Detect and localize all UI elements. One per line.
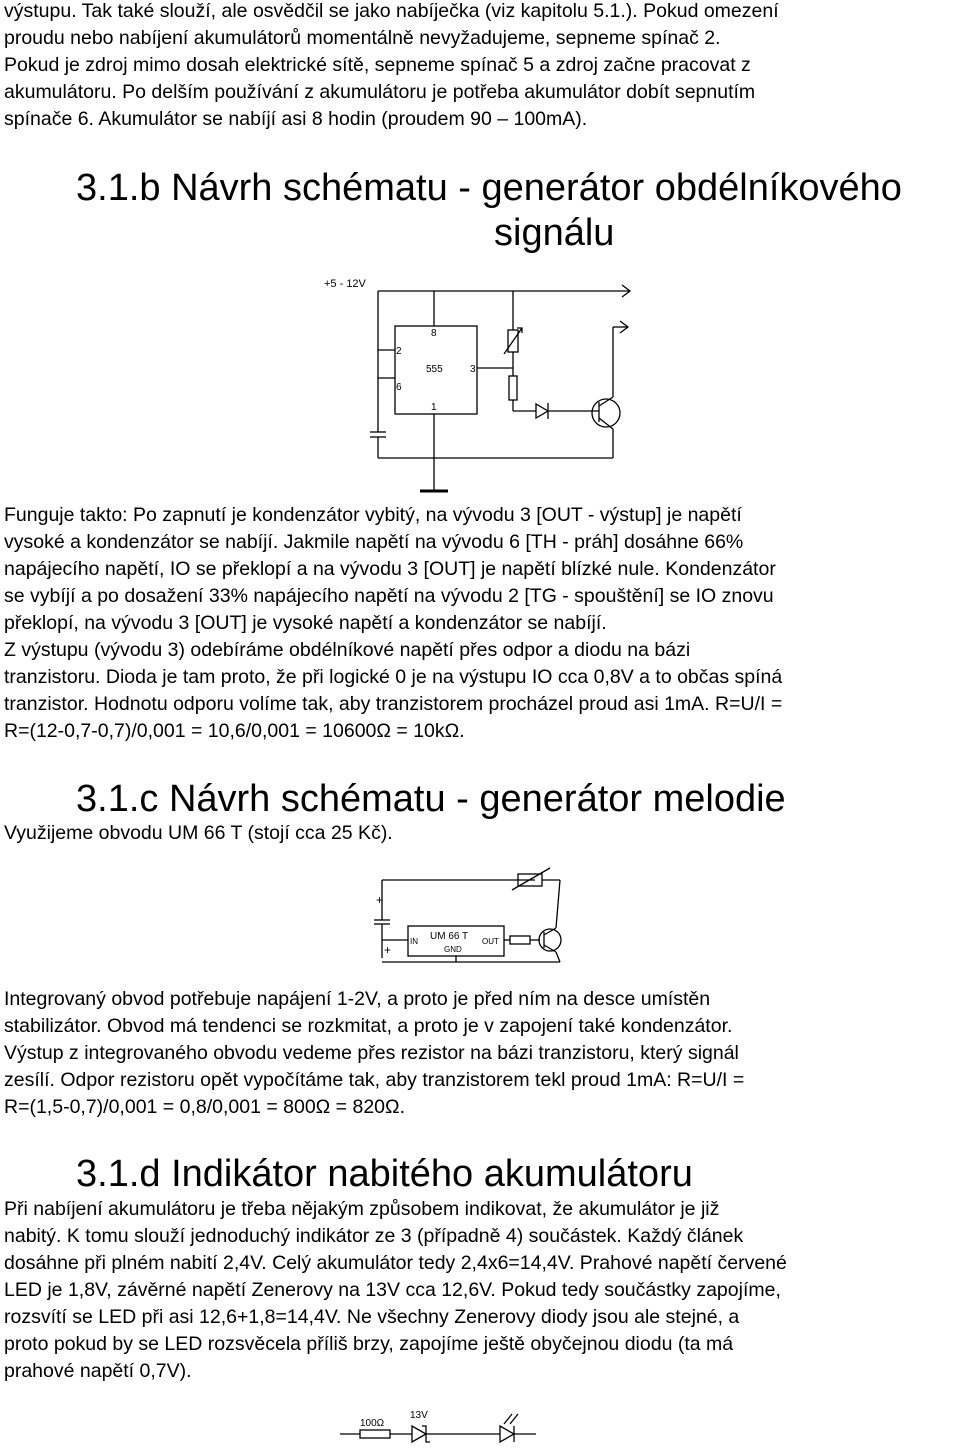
section-d-line: prahové napětí 0,7V). (4, 1360, 192, 1382)
pin-6-label: 6 (396, 382, 402, 393)
pin-2-label: 2 (396, 346, 402, 357)
intro-line: Pokud je zdroj mimo dosah elektrické sítě, sepneme spínač 5 a zdroj začne pracovat z (4, 54, 751, 76)
schematic-indicator (340, 1404, 540, 1450)
section-d-line: LED je 1,8V, závěrné napětí Zenerovy na 13V cca 12,6V. Pokud tedy součástky zapojíme, (4, 1279, 781, 1301)
section-d-line: dosáhne při plném nabití 2,4V. Celý akumulátor tedy 2,4x6=14,4V. Prahové napětí červené (4, 1252, 787, 1274)
intro-line: výstupu. Tak také slouží, ale osvědčil se jako nabíječka (viz kapitolu 5.1.). Pokud omezení (4, 0, 779, 22)
schematic-um66 (360, 862, 600, 967)
section-b-line: vysoké a kondenzátor se nabíjí. Jakmile napětí na vývodu 6 [TH - práh] dosáhne 66% (4, 531, 744, 553)
section-b-line: Funguje takto: Po zapnutí je kondenzátor vybitý, na vývodu 3 [OUT - výstup] je napětí (4, 504, 742, 526)
section-c-line: R=(1,5-0,7)/0,001 = 0,8/0,001 = 800Ω = 820Ω. (4, 1096, 406, 1118)
section-c-subline: Využijeme obvodu UM 66 T (stojí cca 25 Kč). (4, 822, 393, 844)
section-b-line: překlopí, na vývodu 3 [OUT] je vysoké napětí a kondenzátor se nabíjí. (4, 612, 607, 634)
section-d-heading: 3.1.d Indikátor nabitého akumulátoru (76, 1153, 693, 1195)
section-c-line: zesílí. Odpor rezistoru opět vypočítáme tak, aby tranzistorem tekl proud 1mA: R=U/I = (4, 1069, 745, 1091)
intro-line: spínače 6. Akumulátor se nabíjí asi 8 hodin (proudem 90 – 100mA). (4, 108, 588, 130)
in-label: IN (410, 937, 418, 946)
pin-3-label: 3 (470, 364, 476, 375)
section-b-heading-cont: signálu (494, 212, 615, 254)
schematic-555 (300, 270, 660, 500)
supply-label: +5 - 12V (324, 278, 366, 290)
section-b-line: se vybíjí a po dosažení 33% napájecího napětí na vývodu 2 [TG - spouštění] se IO znovu (4, 585, 774, 607)
section-b-heading: 3.1.b Návrh schématu - generátor obdélníkového (76, 167, 902, 209)
pin-8-label: 8 (431, 328, 437, 339)
section-d-line: nabitý. K tomu slouží jednoduchý indikátor ze 3 (případně 4) součástek. Každý článek (4, 1225, 744, 1247)
pin-1-label: 1 (431, 402, 437, 413)
gnd-label: GND (444, 945, 462, 954)
section-b-line: tranzistor. Hodnotu odporu volíme tak, aby tranzistorem procházel proud asi 1mA. R=U/I = (4, 693, 783, 715)
section-b-line: tranzistoru. Dioda je tam proto, že při logické 0 je na výstupu IO cca 0,8V a to občas spíná (4, 666, 783, 688)
zener-value-label: 13V (410, 1410, 428, 1421)
section-c-heading: 3.1.c Návrh schématu - generátor melodie (76, 778, 786, 820)
section-d-line: proto pokud by se LED rozsvěcela příliš brzy, zapojíme ještě obyčejnou diodu (ta má (4, 1333, 734, 1355)
section-d-line: rozsvítí se LED při asi 12,6+1,8=14,4V. Ne všechny Zenerovy diody jsou ale stejné, a (4, 1306, 740, 1328)
plus-top-label: + (376, 893, 384, 907)
section-c-line: stabilizátor. Obvod má tendenci se rozkmitat, a proto je v zapojení také kondenzátor. (4, 1015, 733, 1037)
section-b-line: Z výstupu (vývodu 3) odebíráme obdélníkové napětí přes odpor a diodu na bázi (4, 639, 691, 661)
section-c-line: Výstup z integrovaného obvodu vedeme přes rezistor na bázi tranzistoru, který signál (4, 1042, 739, 1064)
resistor-value-label: 100Ω (360, 1418, 385, 1429)
section-c-line: Integrovaný obvod potřebuje napájení 1-2V, a proto je před ním na desce umístěn (4, 988, 711, 1010)
intro-line: akumulátoru. Po delším používání z akumulátoru je potřeba akumulátor dobít sepnutím (4, 81, 756, 103)
section-b-line: R=(12-0,7-0,7)/0,001 = 10,6/0,001 = 10600Ω = 10kΩ. (4, 720, 465, 742)
section-b-line: napájecího napětí, IO se překlopí a na vývodu 3 [OUT] je napětí blízké nule. Kondenzátor (4, 558, 776, 580)
ic-label: 555 (426, 364, 443, 375)
plus-bottom-label: + (384, 943, 392, 957)
out-label: OUT (482, 937, 499, 946)
intro-line: proudu nebo nabíjení akumulátorů momentálně nevyžadujeme, sepneme spínač 2. (4, 27, 721, 49)
ic-name-label: UM 66 T (430, 931, 469, 942)
section-d-line: Při nabíjení akumulátoru je třeba nějakým způsobem indikovat, že akumulátor je již (4, 1198, 720, 1220)
